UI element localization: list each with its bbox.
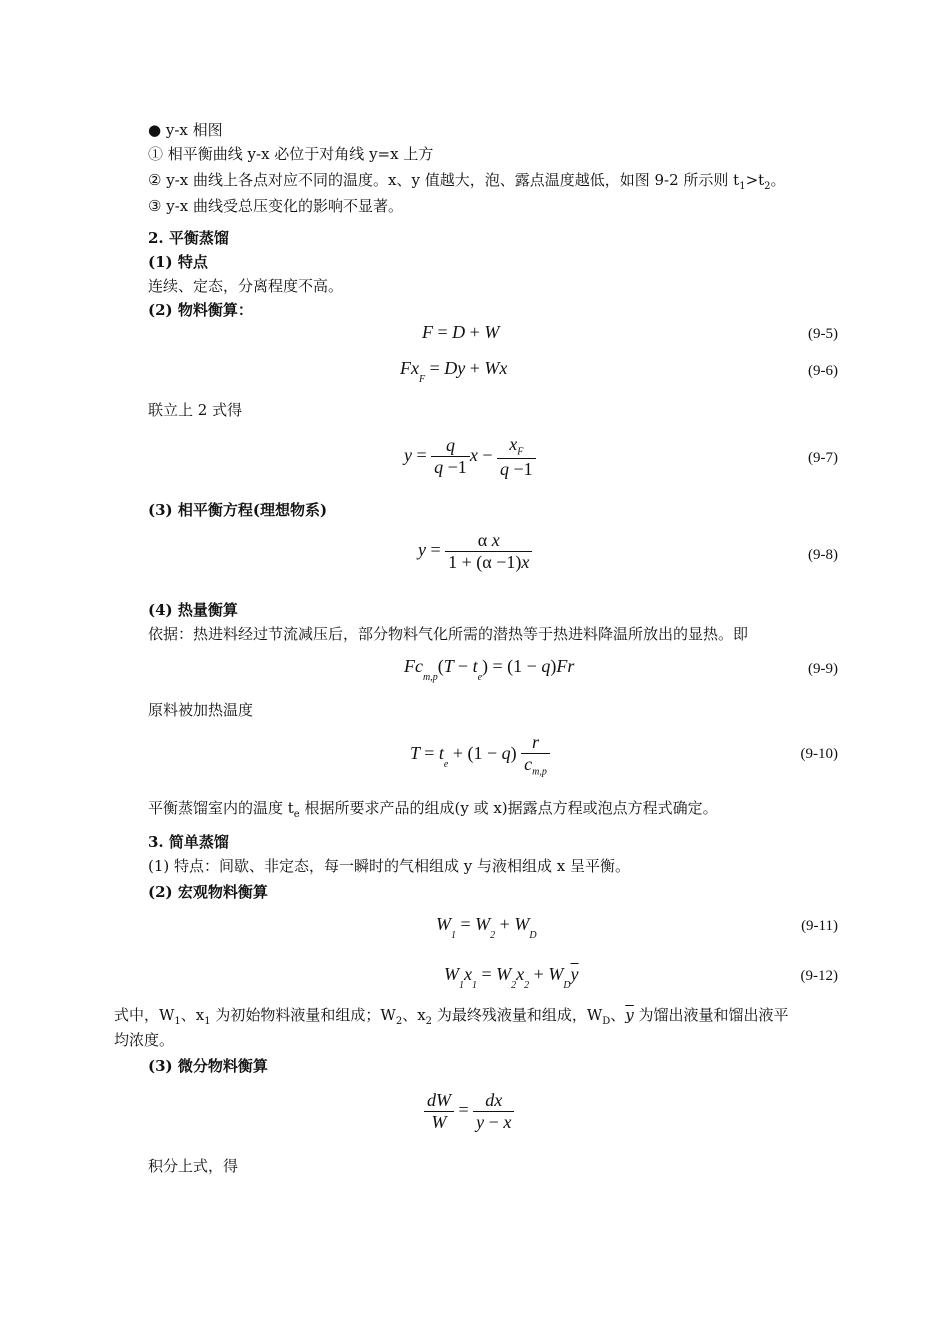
equation-9-12: $W_1x_1 = W_2x_2 + W_D\overline{y}$ (444, 964, 579, 991)
equation-9-8: y = $\frac{\text{α x}}{1 + (\alpha -1)x}$ (418, 530, 532, 573)
eqno-9-11: (9-11) (801, 918, 838, 934)
equation-9-5: F = D + W (422, 322, 500, 342)
yx-item-2: ② y-x 曲线上各点对应不同的温度。x、y 值越大，泡、露点温度越低，如图 9-2 所示则 $t_1>t_2$。 (148, 171, 786, 192)
where-text-2: 均浓度。 (114, 1031, 175, 1049)
section-2-4: (4) 热量衡算 (148, 601, 238, 619)
equation-9-7: y = $\frac{q}{q -1}$ x − $\frac{x_F}{q -1}$ (404, 434, 536, 480)
eqno-9-10: (9-10) (800, 746, 838, 762)
te-text: 平衡蒸馏室内的温度 $t_e$ 根据所要求产品的组成(y 或 x)据露点方程或泡点方程式确定。 (148, 799, 718, 820)
yx-title: y-x 相图 (165, 121, 223, 139)
eqno-9-5: (9-5) (808, 326, 838, 342)
eqno-9-12: (9-12) (800, 968, 838, 984)
section-3-1: (1) 特点：间歇、非定态，每一瞬时的气相组成 y 与液相组成 x 呈平衡。 (148, 857, 631, 875)
section-3-title: 3. 简单蒸馏 (148, 833, 229, 851)
where-text: 式中，$W_1$、$x_1$ 为初始物料液量和组成；$W_2$、$x_2$ 为最终残液量和组成，$W_D$、$\overline{y}$ 为馏出液量和馏出液平 (114, 1006, 789, 1027)
yx-item-3: ③ y-x 曲线受总压变化的影响不显著。 (148, 197, 403, 215)
yx-item-1: ① 相平衡曲线 y-x 必位于对角线 y=x 上方 (148, 145, 434, 163)
eqno-9-7: (9-7) (808, 450, 838, 466)
heat-text: 原料被加热温度 (148, 701, 254, 719)
yx-heading: ● y-x 相图 (148, 121, 223, 139)
section-2-3: (3) 相平衡方程(理想物系) (148, 501, 328, 519)
equation-9-11: $W_1 = W_2 + W_D$ (436, 914, 537, 941)
section-3-2: (2) 宏观物料衡算 (148, 883, 268, 901)
combine-text: 联立上 2 式得 (148, 401, 243, 419)
equation-differential: $\frac{dW}{W}$ = $\frac{dx}{y - x}$ (424, 1090, 514, 1133)
equation-9-9: $Fc_{m,p}(T - t_e) = (1 - q)Fr$ (404, 656, 575, 683)
section-2-title: 2. 平衡蒸馏 (148, 229, 229, 247)
section-2-1-text: 连续、定态，分离程度不高。 (148, 277, 344, 295)
section-3-3: (3) 微分物料衡算 (148, 1057, 268, 1075)
basis-text: 依据：热进料经过节流减压后，部分物料气化所需的潜热等于热进料降温所放出的显热。即 (148, 625, 749, 643)
section-2-1: (1) 特点 (148, 253, 208, 271)
eqno-9-6: (9-6) (808, 363, 838, 379)
eqno-9-9: (9-9) (808, 661, 838, 677)
equation-9-6: $Fx_F = Dy + Wx$ (400, 358, 508, 385)
integrate-text: 积分上式，得 (148, 1157, 239, 1175)
eqno-9-8: (9-8) (808, 547, 838, 563)
section-2-2: (2) 物料衡算： (148, 301, 253, 319)
equation-9-10: $T = t_e + (1 - q)$ $\frac{r}{c_{m,p}}$ (410, 732, 550, 778)
